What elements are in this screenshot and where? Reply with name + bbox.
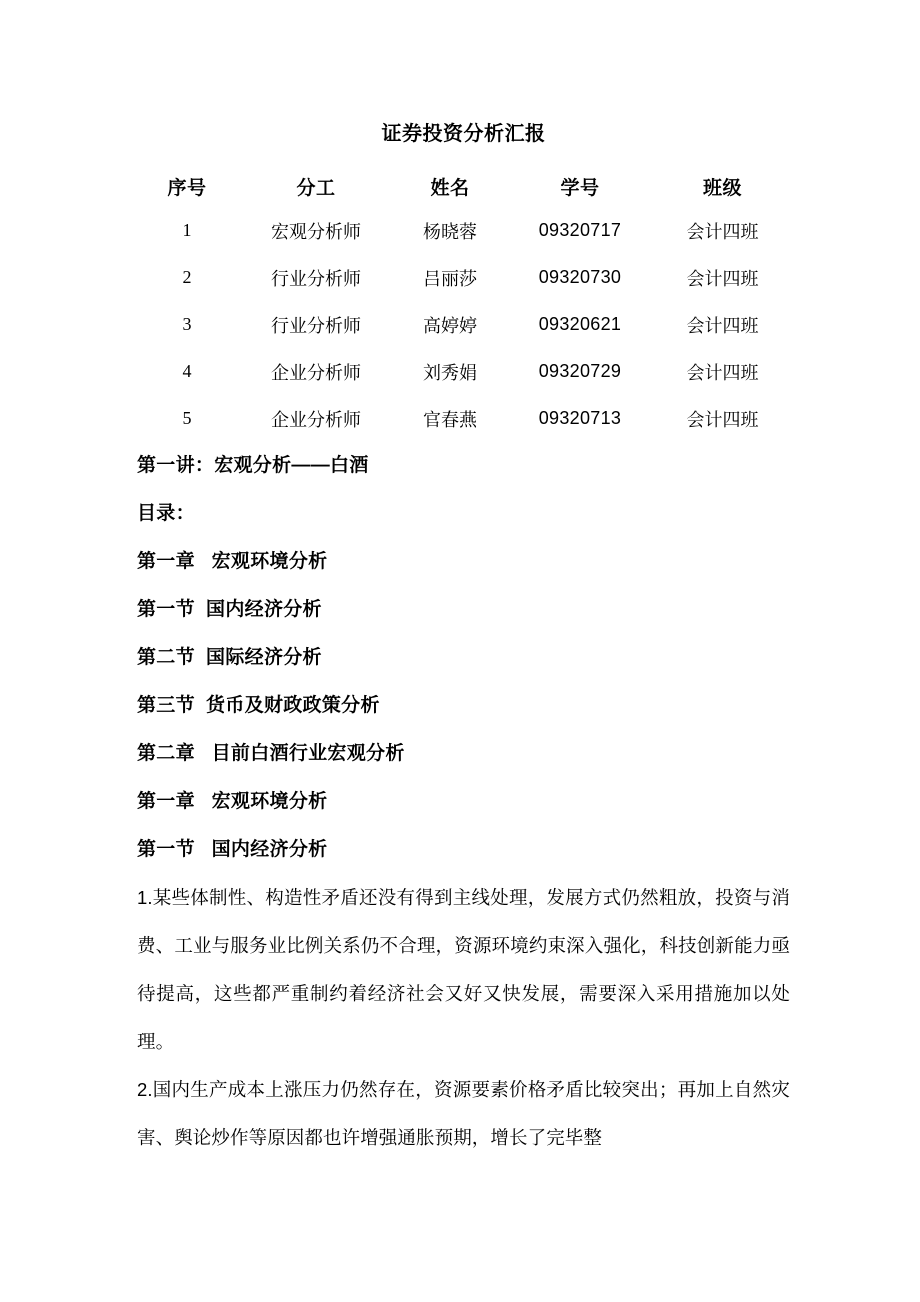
table-row [137,301,790,348]
body-paragraph-2: 2.国内生产成本上涨压力仍然存在，资源要素价格矛盾比较突出；再加上自然灾害、舆论炒作等原因都也许增强通胀预期，增长了完毕整 [137,1079,790,1148]
toc-label: 目录： [137,503,195,524]
cell-class: 会计四班 [686,268,759,289]
toc-item-section-one: 第一节 国内经济分析 [137,599,322,620]
chapter-one-heading: 第一章 宏观环境分析 [137,791,328,812]
section-one-heading: 第一节 国内经济分析 [137,839,328,860]
cell-role: 企业分析师 [271,409,361,430]
cell-no: 1 [182,220,192,240]
cell-role: 行业分析师 [271,315,361,336]
page-title: 证券投资分析汇报 [381,123,546,145]
column-header-role: 分工 [296,177,336,199]
table-row [137,254,790,301]
toc-item-section-three: 第三节 货币及财政政策分析 [137,695,380,716]
cell-id: 09320717 [538,220,622,240]
cell-role: 行业分析师 [271,268,361,289]
toc-item-section-two: 第二节 国际经济分析 [137,647,322,668]
column-header-no: 序号 [167,177,207,199]
cell-class: 会计四班 [686,409,759,430]
lecture-heading: 第一讲：宏观分析——白酒 [137,455,369,476]
table-row [137,395,790,442]
table-row [137,348,790,395]
column-header-name: 姓名 [430,177,470,199]
cell-class: 会计四班 [686,221,759,242]
cell-name: 吕丽莎 [423,268,477,289]
cell-role: 宏观分析师 [271,221,361,242]
cell-class: 会计四班 [686,362,759,383]
cell-no: 5 [182,408,192,428]
cell-no: 3 [182,314,192,334]
body-paragraph-1: 1.某些体制性、构造性矛盾还没有得到主线处理，发展方式仍然粗放，投资与消费、工业与服务业比例关系仍不合理，资源环境约束深入强化，科技创新能力亟待提高，这些都严重制约着经济社会又好又快发展，需要深入采用措施加以处理。 [137,887,790,1052]
cell-role: 企业分析师 [271,362,361,383]
cell-name: 刘秀娟 [423,362,477,383]
cell-id: 09320729 [538,361,622,381]
cell-name: 杨晓蓉 [423,221,477,242]
document-content [137,0,790,1162]
team-roster-table [137,165,790,442]
toc-item-chapter-one: 第一章 宏观环境分析 [137,551,328,572]
toc-item-chapter-two: 第二章 目前白酒行业宏观分析 [137,743,405,764]
column-header-class: 班级 [702,177,742,199]
table-row [137,207,790,254]
cell-id: 09320621 [538,314,622,334]
cell-id: 09320730 [538,267,622,287]
cell-no: 4 [182,361,192,381]
cell-name: 官春燕 [423,409,477,430]
cell-class: 会计四班 [686,315,759,336]
cell-no: 2 [182,267,192,287]
table-header-row [137,165,790,207]
cell-name: 高婷婷 [423,315,477,336]
cell-id: 09320713 [538,408,622,428]
column-header-id: 学号 [560,177,600,199]
